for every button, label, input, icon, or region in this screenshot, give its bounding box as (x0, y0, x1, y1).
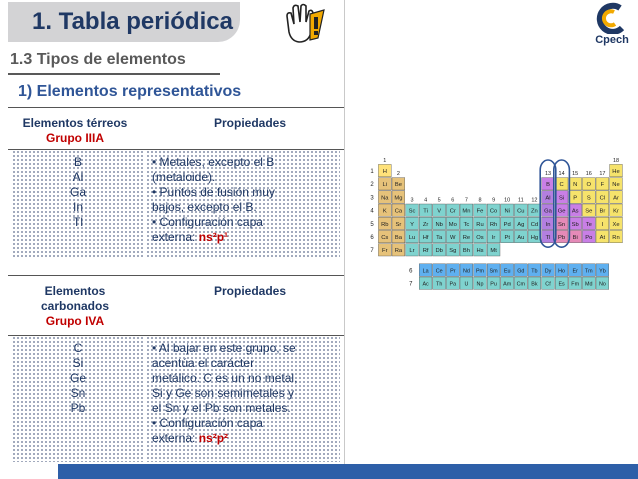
element-symbol: Eu (503, 268, 511, 275)
element-symbol: H (382, 168, 387, 175)
group3-properties (152, 155, 340, 245)
property-line: • Metales, excepto el B (152, 155, 275, 169)
element-symbol: Sn (558, 221, 566, 228)
element-symbol: Cf (545, 281, 551, 288)
element-symbol: In (545, 221, 551, 228)
element-symbol: N (573, 182, 578, 189)
element-symbol: U (464, 281, 469, 288)
element-symbol: Mg (394, 195, 403, 202)
element-symbol: Fr (382, 248, 388, 255)
element-symbol: Pr (450, 268, 456, 275)
element-symbol: Sb (571, 221, 579, 228)
group3-header-line2: Grupo IIIA (46, 131, 104, 145)
element-symbol: Lr (409, 248, 415, 255)
group4-symbols (12, 341, 144, 416)
element-symbol: Nd (462, 268, 470, 275)
element-symbol: Po (585, 234, 593, 241)
element-symbol: Te (585, 221, 592, 228)
footer-bar (58, 464, 638, 479)
element-symbol: In (72, 200, 83, 214)
property-line: • Puntos de fusión muy (152, 185, 275, 199)
section-heading: 1) Elementos representativos (18, 83, 242, 100)
group-number-label: 2 (396, 171, 400, 178)
config-line (152, 431, 342, 446)
page-title: 1. Tabla periódica (32, 8, 233, 35)
group-number-label: 8 (478, 197, 482, 204)
group-number-label: 15 (572, 171, 579, 178)
period-number-label: 1 (370, 168, 374, 175)
group-number-label: 16 (585, 171, 592, 178)
element-symbol: W (450, 234, 456, 241)
element-symbol: C (73, 341, 83, 355)
table-top-line (8, 107, 344, 108)
element-symbol: Br (599, 208, 606, 215)
element-symbol: Pa (449, 281, 457, 288)
element-symbol: At (599, 234, 606, 241)
element-symbol: Rb (381, 221, 389, 228)
element-symbol: Ni (504, 208, 510, 215)
title-bar (8, 2, 240, 42)
element-symbol: I (601, 221, 604, 228)
group-number-label: 10 (504, 197, 511, 204)
group3-props-header: Propiedades (213, 116, 287, 130)
actinide-period-label: 7 (409, 281, 413, 288)
element-symbol: La (422, 268, 429, 275)
property-line: metálico. C es un no metal, (152, 371, 298, 385)
element-symbol: Bi (572, 234, 578, 241)
group-number-label: 1 (383, 158, 387, 164)
element-symbol: Np (476, 281, 484, 288)
lanthanide-period-label: 6 (409, 268, 413, 275)
element-symbol: Sg (449, 248, 457, 255)
property-line: • Configuración capa (152, 215, 263, 229)
period-number-label: 4 (370, 208, 374, 215)
cpech-logo-icon (590, 2, 634, 34)
element-symbol: Nb (435, 221, 443, 228)
element-symbol: Al (72, 170, 84, 184)
element-symbol: Sm (489, 268, 498, 275)
element-symbol: Er (572, 268, 578, 275)
periodic-table (360, 150, 638, 310)
cpech-logo (590, 2, 634, 48)
group-number-label: 11 (517, 197, 524, 204)
element-symbol: Yb (599, 268, 606, 275)
element-symbol: No (598, 281, 606, 288)
element-symbol: As (571, 208, 579, 215)
period-number-label: 5 (370, 221, 374, 228)
element-symbol: B (546, 182, 550, 189)
element-symbol: Sc (408, 208, 416, 215)
element-symbol: Dy (544, 268, 552, 275)
element-symbol: Y (410, 221, 414, 228)
group-number-label: 13 (544, 171, 552, 178)
element-symbol: Ta (436, 234, 443, 241)
element-symbol: Be (394, 182, 402, 189)
element-symbol: Mt (490, 248, 497, 255)
element-symbol: Pt (504, 234, 510, 241)
element-symbol: Zr (422, 221, 429, 228)
group4-props-header: Propiedades (213, 284, 287, 298)
element-symbol: Cs (381, 234, 389, 241)
element-symbol: Ca (394, 208, 403, 215)
element-symbol: Bk (531, 281, 538, 288)
element-symbol: Am (503, 281, 512, 288)
element-symbol: Pb (558, 234, 566, 241)
element-symbol: Pb (70, 401, 86, 415)
element-symbol: Cr (449, 208, 456, 215)
element-symbol: Db (435, 248, 443, 255)
element-symbol: Au (517, 234, 525, 241)
property-line: el Sn y el Pb son metales. (152, 401, 291, 415)
element-symbol: Si (72, 356, 84, 370)
element-symbol: Tl (73, 215, 83, 229)
section-subtitle: 1.3 Tipos de elementos (10, 51, 186, 68)
element-symbol: Fe (476, 208, 484, 215)
element-symbol: Cu (517, 208, 525, 215)
element-symbol: Cd (530, 221, 539, 228)
property-line: • Al bajar en este grupo, se (152, 341, 296, 355)
hand-warning-icon (283, 2, 327, 46)
subtitle-underline (8, 73, 220, 75)
element-symbol: Al (545, 195, 551, 202)
element-symbol: Zn (531, 208, 538, 215)
element-symbol: Ar (613, 195, 619, 202)
element-symbol: Se (585, 208, 593, 215)
property-line: bajos, excepto el B. (152, 200, 257, 214)
element-symbol: Si (559, 195, 565, 202)
config-line (152, 230, 340, 245)
element-symbol: Ge (69, 371, 86, 385)
element-symbol: Ba (394, 234, 402, 241)
element-symbol: F (600, 182, 605, 189)
element-symbol: Gd (517, 268, 525, 275)
element-symbol: Hs (476, 248, 484, 255)
group4-properties (152, 341, 342, 446)
group4-header-line1: Elementos (44, 284, 106, 298)
element-symbol: C (559, 182, 564, 189)
element-symbol: Hg (530, 234, 539, 241)
group3-symbols (12, 155, 144, 230)
property-line: Si y Ge son semimetales y (152, 386, 295, 400)
element-symbol: Ir (491, 234, 496, 241)
element-symbol: Tl (545, 234, 551, 241)
electron-config: ns²p¹ (198, 230, 229, 244)
group4-header (10, 284, 140, 329)
element-symbol: He (612, 168, 620, 175)
element-symbol: Th (436, 281, 443, 288)
period-number-label: 6 (370, 234, 374, 241)
element-symbol: Ne (612, 182, 620, 189)
element-symbol: Ge (557, 208, 566, 215)
element-symbol: Rh (489, 221, 498, 228)
period-number-label: 2 (370, 182, 374, 189)
column-divider (344, 0, 345, 479)
element-symbol: Ac (422, 281, 429, 288)
group-number-label: 12 (531, 197, 538, 204)
element-symbol: Pu (490, 281, 497, 288)
element-symbol: Ti (423, 208, 428, 215)
element-symbol: Ho (558, 268, 566, 275)
element-symbol: Tb (531, 268, 538, 275)
group4-header-line2: carbonados (40, 299, 109, 313)
element-symbol: Mo (448, 221, 457, 228)
element-symbol: Tm (584, 268, 593, 275)
logo-text: Cpech (595, 34, 629, 46)
group3-header-line1: Elementos térreos (22, 116, 128, 130)
element-symbol: Es (558, 281, 565, 288)
element-symbol: Fm (571, 281, 580, 288)
config-prefix: externa: (152, 230, 199, 244)
group-number-label: 7 (464, 197, 468, 204)
period-number-label: 7 (370, 248, 374, 255)
element-symbol: Hf (422, 234, 429, 241)
element-symbol: Cl (599, 195, 606, 202)
element-symbol: Rn (612, 234, 620, 241)
element-symbol: B (73, 155, 82, 169)
group-number-label: 14 (558, 171, 565, 178)
element-symbol: Sn (70, 386, 86, 400)
group-number-label: 18 (612, 158, 620, 164)
table2-top-line (8, 275, 344, 276)
property-line: • Configuración capa (152, 416, 263, 430)
element-symbol: Kr (613, 208, 619, 215)
element-symbol: O (586, 182, 592, 189)
element-symbol: Co (489, 208, 498, 215)
element-symbol: Xe (612, 221, 620, 228)
element-symbol: Pd (503, 221, 511, 228)
element-symbol: Ga (69, 185, 86, 199)
group-number-label: 5 (437, 197, 441, 204)
element-symbol: Md (585, 281, 593, 288)
element-symbol: K (382, 208, 387, 215)
element-symbol: Re (462, 234, 471, 241)
property-line: acentúa el carácter (152, 356, 255, 370)
element-symbol: Pm (475, 268, 485, 275)
element-symbol: Mn (462, 208, 471, 215)
element-symbol: V (437, 208, 442, 215)
element-symbol: P (573, 195, 578, 202)
group-number-label: 3 (410, 197, 414, 204)
group4-header-line3: Grupo IVA (45, 314, 105, 328)
element-symbol: Rf (422, 248, 429, 255)
element-symbol: Os (476, 234, 484, 241)
element-symbol: Lu (408, 234, 416, 241)
element-symbol: Sr (395, 221, 402, 228)
electron-config: ns²p² (198, 431, 229, 445)
element-symbol: Ra (394, 248, 403, 255)
element-symbol: Tc (463, 221, 470, 228)
property-line: (metaloide). (152, 170, 216, 184)
element-symbol: Cm (516, 281, 525, 288)
group3-header (10, 116, 140, 146)
element-symbol: S (586, 195, 591, 202)
element-symbol: Ru (476, 221, 484, 228)
group-number-label: 9 (492, 197, 496, 204)
element-symbol: Bh (462, 248, 470, 255)
element-symbol: Ag (517, 221, 525, 228)
group-number-label: 17 (599, 171, 606, 178)
config-prefix: externa: (152, 431, 199, 445)
period-number-label: 3 (370, 195, 374, 202)
element-symbol: Li (382, 182, 388, 189)
group-number-label: 4 (424, 197, 428, 204)
element-symbol: Na (381, 195, 389, 202)
group-number-label: 6 (451, 197, 455, 204)
element-symbol: Ce (435, 268, 443, 275)
element-symbol: Ga (544, 208, 552, 215)
